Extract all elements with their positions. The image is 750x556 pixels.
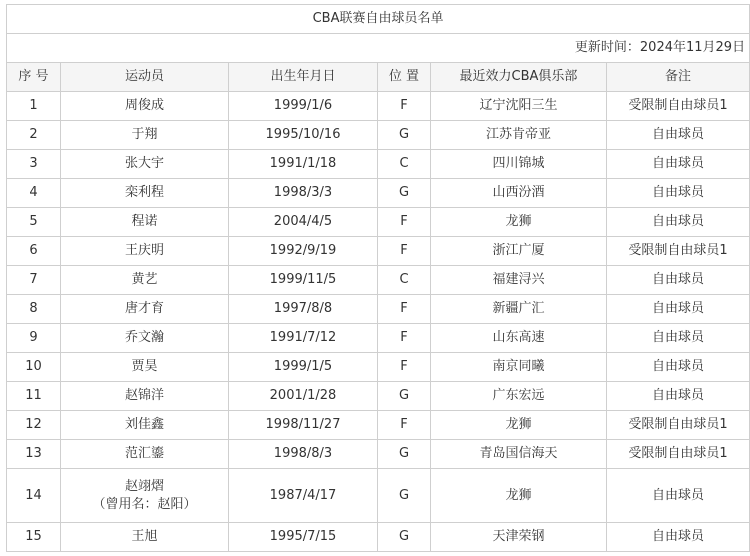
cell-note: 受限制自由球员1 bbox=[607, 92, 750, 121]
cell-note: 自由球员 bbox=[607, 324, 750, 353]
cell-birth: 1995/10/16 bbox=[229, 121, 378, 150]
cell-index: 4 bbox=[7, 179, 61, 208]
cell-position: G bbox=[378, 523, 431, 552]
cell-player bbox=[61, 469, 229, 523]
cell-club: 新疆广汇 bbox=[431, 295, 607, 324]
cell-index: 6 bbox=[7, 237, 61, 266]
header-index: 序 号 bbox=[7, 63, 61, 92]
table-row bbox=[7, 523, 750, 552]
table-title: CBA联赛自由球员名单 bbox=[7, 5, 750, 34]
cell-player: 程诺 bbox=[61, 208, 229, 237]
cell-position: G bbox=[378, 179, 431, 208]
cell-player: 张大宇 bbox=[61, 150, 229, 179]
table-row bbox=[7, 295, 750, 324]
player-former-name: （曾用名：赵阳） bbox=[92, 496, 197, 512]
cell-note: 自由球员 bbox=[607, 121, 750, 150]
cell-note: 自由球员 bbox=[607, 266, 750, 295]
cell-club: 广东宏远 bbox=[431, 382, 607, 411]
cell-position: C bbox=[378, 266, 431, 295]
cell-note: 自由球员 bbox=[607, 382, 750, 411]
cell-index: 3 bbox=[7, 150, 61, 179]
cell-club: 龙狮 bbox=[431, 469, 607, 523]
cell-note: 自由球员 bbox=[607, 179, 750, 208]
cell-player: 贾昊 bbox=[61, 353, 229, 382]
cell-club: 山东高速 bbox=[431, 324, 607, 353]
cell-index: 13 bbox=[7, 440, 61, 469]
cell-club: 龙狮 bbox=[431, 411, 607, 440]
cell-player: 范汇鎏 bbox=[61, 440, 229, 469]
table-row bbox=[7, 382, 750, 411]
cell-club: 青岛国信海天 bbox=[431, 440, 607, 469]
cell-birth: 1997/8/8 bbox=[229, 295, 378, 324]
table-row bbox=[7, 440, 750, 469]
cell-index: 7 bbox=[7, 266, 61, 295]
updated-row bbox=[7, 34, 750, 63]
cell-note: 自由球员 bbox=[607, 150, 750, 179]
cell-birth: 1998/3/3 bbox=[229, 179, 378, 208]
cell-birth: 1987/4/17 bbox=[229, 469, 378, 523]
cell-index: 10 bbox=[7, 353, 61, 382]
table-row bbox=[7, 208, 750, 237]
cell-position: F bbox=[378, 411, 431, 440]
table-row bbox=[7, 121, 750, 150]
cell-position: G bbox=[378, 440, 431, 469]
cell-index: 8 bbox=[7, 295, 61, 324]
cell-birth: 1999/11/5 bbox=[229, 266, 378, 295]
cell-player: 王庆明 bbox=[61, 237, 229, 266]
cell-index: 2 bbox=[7, 121, 61, 150]
table-row bbox=[7, 150, 750, 179]
cell-birth: 1999/1/5 bbox=[229, 353, 378, 382]
cell-position: F bbox=[378, 237, 431, 266]
cell-position: G bbox=[378, 121, 431, 150]
cell-birth: 1991/7/12 bbox=[229, 324, 378, 353]
cell-birth: 1995/7/15 bbox=[229, 523, 378, 552]
update-time: 更新时间：2024年11月29日 bbox=[7, 34, 750, 63]
cell-note: 自由球员 bbox=[607, 469, 750, 523]
table-row bbox=[7, 411, 750, 440]
cell-player: 赵锦洋 bbox=[61, 382, 229, 411]
cell-position: F bbox=[378, 324, 431, 353]
cell-index: 1 bbox=[7, 92, 61, 121]
header-row bbox=[7, 63, 750, 92]
table-row bbox=[7, 179, 750, 208]
cell-club: 福建浔兴 bbox=[431, 266, 607, 295]
header-player: 运动员 bbox=[61, 63, 229, 92]
header-note: 备注 bbox=[607, 63, 750, 92]
cell-birth: 1991/1/18 bbox=[229, 150, 378, 179]
cell-club: 浙江广厦 bbox=[431, 237, 607, 266]
cell-club: 南京同曦 bbox=[431, 353, 607, 382]
cell-player: 于翔 bbox=[61, 121, 229, 150]
cell-player: 唐才育 bbox=[61, 295, 229, 324]
header-club: 最近效力CBA俱乐部 bbox=[431, 63, 607, 92]
cell-note: 自由球员 bbox=[607, 353, 750, 382]
cell-note: 自由球员 bbox=[607, 208, 750, 237]
cell-birth: 2004/4/5 bbox=[229, 208, 378, 237]
cell-position: C bbox=[378, 150, 431, 179]
cell-note: 受限制自由球员1 bbox=[607, 440, 750, 469]
cell-index: 11 bbox=[7, 382, 61, 411]
cell-index: 15 bbox=[7, 523, 61, 552]
player-name: 赵翊熠 bbox=[124, 478, 164, 494]
cell-player: 栾利程 bbox=[61, 179, 229, 208]
cell-club: 山西汾酒 bbox=[431, 179, 607, 208]
table-row bbox=[7, 469, 750, 523]
free-agent-table bbox=[6, 4, 750, 552]
cell-birth: 2001/1/28 bbox=[229, 382, 378, 411]
header-position: 位 置 bbox=[378, 63, 431, 92]
cell-club: 辽宁沈阳三生 bbox=[431, 92, 607, 121]
cell-position: F bbox=[378, 208, 431, 237]
cell-index: 9 bbox=[7, 324, 61, 353]
table-row bbox=[7, 92, 750, 121]
cell-birth: 1998/11/27 bbox=[229, 411, 378, 440]
cell-position: F bbox=[378, 353, 431, 382]
cell-club: 天津荣钢 bbox=[431, 523, 607, 552]
cell-position: F bbox=[378, 92, 431, 121]
cell-note: 受限制自由球员1 bbox=[607, 411, 750, 440]
cell-club: 四川锦城 bbox=[431, 150, 607, 179]
cell-note: 自由球员 bbox=[607, 523, 750, 552]
cell-position: G bbox=[378, 382, 431, 411]
cell-birth: 1998/8/3 bbox=[229, 440, 378, 469]
cell-position: F bbox=[378, 295, 431, 324]
cell-club: 江苏肯帝亚 bbox=[431, 121, 607, 150]
cell-birth: 1992/9/19 bbox=[229, 237, 378, 266]
table-row bbox=[7, 353, 750, 382]
cell-player: 周俊成 bbox=[61, 92, 229, 121]
cell-index: 5 bbox=[7, 208, 61, 237]
cell-club: 龙狮 bbox=[431, 208, 607, 237]
cell-note: 自由球员 bbox=[607, 295, 750, 324]
cell-player: 王旭 bbox=[61, 523, 229, 552]
cell-player: 乔文瀚 bbox=[61, 324, 229, 353]
cell-note: 受限制自由球员1 bbox=[607, 237, 750, 266]
cell-index: 12 bbox=[7, 411, 61, 440]
table-row bbox=[7, 237, 750, 266]
cell-position: G bbox=[378, 469, 431, 523]
cell-player: 黄艺 bbox=[61, 266, 229, 295]
cell-birth: 1999/1/6 bbox=[229, 92, 378, 121]
header-birth: 出生年月日 bbox=[229, 63, 378, 92]
table-row bbox=[7, 266, 750, 295]
table-row bbox=[7, 324, 750, 353]
cell-index: 14 bbox=[7, 469, 61, 523]
cell-player: 刘佳鑫 bbox=[61, 411, 229, 440]
table-title-row bbox=[7, 5, 750, 34]
